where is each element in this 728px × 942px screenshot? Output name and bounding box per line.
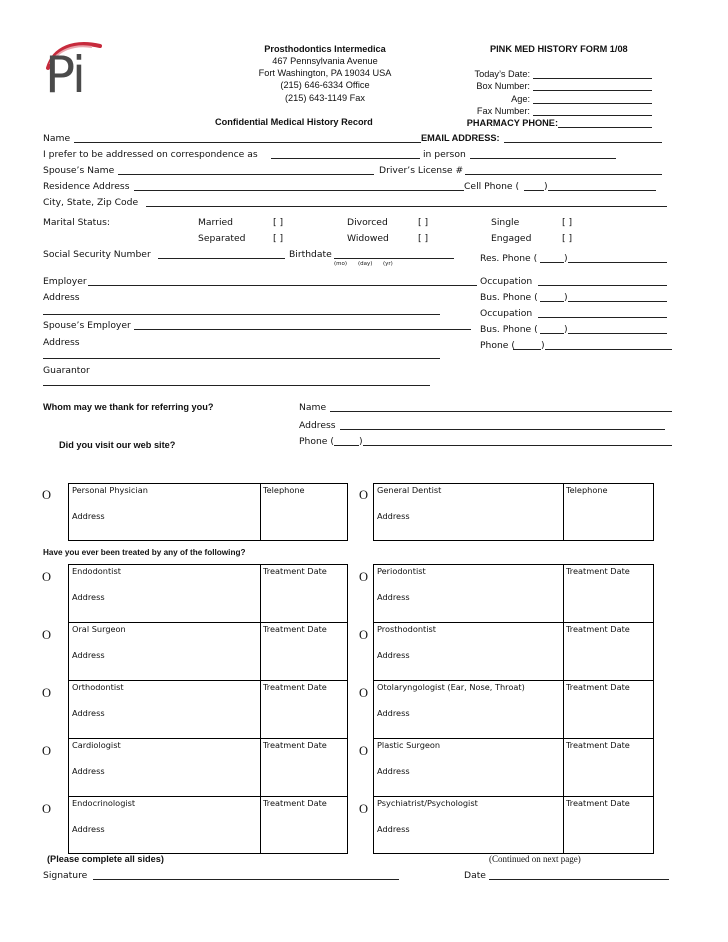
ref-phone-field[interactable]: [363, 445, 672, 446]
signature-field[interactable]: [93, 879, 399, 880]
practice-name: Prosthodontics Intermedica: [264, 44, 386, 54]
ref-address-field[interactable]: [340, 429, 665, 430]
specialist-bullet[interactable]: O: [359, 744, 369, 758]
ref-area-field[interactable]: [334, 445, 359, 446]
cell-area-field[interactable]: [524, 190, 544, 191]
continued-note: (Continued on next page): [489, 854, 581, 864]
treatment-date-label: Treatment Date: [263, 566, 327, 576]
divider: [260, 565, 261, 622]
occupation-2-field[interactable]: [538, 317, 667, 318]
specialist-address-label: Address: [377, 708, 410, 718]
res-phone-label: Res. Phone (: [480, 253, 538, 264]
mo-hint: (mo): [334, 261, 348, 267]
general-dentist-box[interactable]: [373, 483, 654, 541]
treatment-date-label: Treatment Date: [566, 624, 630, 634]
bus-area-field[interactable]: [540, 301, 564, 302]
website-label: Did you visit our web site?: [59, 440, 176, 450]
spouse-address-label: Address: [43, 337, 80, 348]
specialist-bullet[interactable]: O: [359, 802, 369, 816]
practice-fax: (215) 643-1149 Fax: [284, 93, 365, 103]
specialist-address-label: Address: [377, 766, 410, 776]
box-number-field[interactable]: [533, 90, 652, 91]
bus-phone-2-label: Bus. Phone (: [480, 324, 538, 335]
specialist-address-label: Address: [377, 592, 410, 602]
dentist-address-label: Address: [377, 511, 410, 521]
ref-name-label: Name: [299, 402, 327, 413]
specialist-label: Otolaryngologist (Ear, Nose, Throat): [377, 682, 525, 692]
bus-area-2-field[interactable]: [540, 333, 564, 334]
paren: ): [541, 340, 545, 351]
dentist-telephone-label: Telephone: [566, 485, 608, 495]
name-field[interactable]: [74, 142, 421, 143]
guarantor-field[interactable]: [43, 385, 430, 386]
divider: [563, 681, 564, 738]
specialist-bullet[interactable]: O: [42, 628, 52, 642]
widowed-label: Widowed: [347, 233, 389, 244]
practice-logo: [40, 38, 120, 108]
spouse-name-field[interactable]: [118, 174, 374, 175]
specialist-box-right[interactable]: [373, 622, 654, 681]
specialist-label: Endocrinologist: [72, 798, 136, 808]
divider: [260, 739, 261, 796]
occupation-2-label: Occupation: [480, 308, 533, 319]
email-label: EMAIL ADDRESS:: [421, 133, 500, 143]
specialist-bullet[interactable]: O: [42, 802, 52, 816]
single-label: Single: [491, 217, 520, 228]
bus-phone-2-field[interactable]: [568, 333, 667, 334]
res-phone-field[interactable]: [568, 262, 667, 263]
physician-telephone-label: Telephone: [263, 485, 305, 495]
specialist-box-left[interactable]: [68, 796, 348, 854]
practice-phone: (215) 646-6334 Office: [280, 80, 370, 90]
complete-all-sides: (Please complete all sides): [47, 854, 164, 864]
specialist-address-label: Address: [72, 650, 105, 660]
treatment-date-label: Treatment Date: [263, 740, 327, 750]
marital-label: Marital Status:: [43, 217, 110, 228]
employer-label: Employer: [43, 276, 87, 287]
date-label: Date: [464, 870, 486, 881]
city-label: City, State, Zip Code: [43, 197, 139, 208]
ssn-label: Social Security Number: [43, 249, 151, 260]
employer-address-label: Address: [43, 292, 80, 303]
specialist-box-right[interactable]: [373, 564, 654, 623]
cell-phone-field[interactable]: [548, 190, 656, 191]
dentist-bullet[interactable]: O: [359, 488, 369, 502]
treated-question: Have you ever been treated by any of the following?: [43, 548, 246, 557]
practice-address-2: Fort Washington, PA 19034 USA: [258, 68, 392, 78]
confidential-title: Confidential Medical History Record: [215, 117, 373, 127]
engaged-checkbox[interactable]: [ ]: [562, 233, 573, 244]
general-dentist-label: General Dentist: [377, 485, 442, 495]
treatment-date-label: Treatment Date: [566, 682, 630, 692]
employer-address-field[interactable]: [43, 314, 440, 315]
personal-physician-box[interactable]: [68, 483, 348, 541]
guarantor-label: Guarantor: [43, 365, 90, 376]
paren: ): [564, 324, 568, 335]
separated-checkbox[interactable]: [ ]: [273, 233, 284, 244]
pharmacy-phone-field[interactable]: [558, 127, 652, 128]
specialist-bullet[interactable]: O: [42, 686, 52, 700]
specialist-bullet[interactable]: O: [359, 686, 369, 700]
signature-label: Signature: [43, 870, 88, 881]
fax-number-field[interactable]: [533, 115, 652, 116]
drivers-license-field[interactable]: [465, 174, 662, 175]
ref-address-label: Address: [299, 420, 336, 431]
specialist-bullet[interactable]: O: [42, 570, 52, 584]
prefer-label: I prefer to be addressed on correspondence as: [43, 149, 258, 160]
divider: [563, 484, 564, 540]
phone-field[interactable]: [545, 349, 672, 350]
specialist-box-left[interactable]: [68, 622, 348, 681]
specialist-box-left[interactable]: [68, 738, 348, 797]
ssn-field[interactable]: [158, 258, 285, 259]
paren: ): [564, 253, 568, 264]
engaged-label: Engaged: [491, 233, 532, 244]
residence-field[interactable]: [134, 190, 464, 191]
date-field[interactable]: [489, 879, 669, 880]
referral-label: Whom may we thank for referring you?: [43, 402, 214, 412]
ref-name-field[interactable]: [330, 411, 672, 412]
practice-address-1: 467 Pennsylvania Avenue: [272, 56, 378, 66]
specialist-address-label: Address: [72, 766, 105, 776]
specialist-address-label: Address: [72, 708, 105, 718]
logo-text: Pi: [45, 46, 84, 104]
treatment-date-label: Treatment Date: [263, 682, 327, 692]
divider: [260, 623, 261, 680]
married-label: Married: [198, 217, 233, 228]
separated-label: Separated: [198, 233, 246, 244]
todays-date-label: Today’s Date:: [474, 69, 530, 79]
divider: [563, 797, 564, 854]
physician-bullet[interactable]: O: [42, 488, 52, 502]
in-person-field[interactable]: [470, 158, 616, 159]
treatment-date-label: Treatment Date: [566, 798, 630, 808]
personal-physician-label: Personal Physician: [72, 485, 148, 495]
treatment-date-label: Treatment Date: [263, 624, 327, 634]
todays-date-field[interactable]: [533, 78, 652, 79]
drivers-license-label: Driver’s License #: [379, 165, 464, 176]
specialist-label: Cardiologist: [72, 740, 121, 750]
specialist-box-right[interactable]: [373, 680, 654, 739]
name-label: Name: [43, 133, 71, 144]
res-area-field[interactable]: [540, 262, 564, 263]
birthdate-label: Birthdate: [289, 249, 332, 260]
specialist-label: Orthodontist: [72, 682, 124, 692]
occupation-label: Occupation: [480, 276, 533, 287]
prefer-field[interactable]: [271, 158, 420, 159]
bus-phone-field[interactable]: [568, 301, 667, 302]
form-title: PINK MED HISTORY FORM 1/08: [490, 44, 628, 54]
divorced-label: Divorced: [347, 217, 388, 228]
city-field[interactable]: [146, 206, 667, 207]
specialist-box-left[interactable]: [68, 680, 348, 739]
employer-field[interactable]: [88, 285, 477, 286]
paren: ): [359, 436, 363, 447]
divider: [260, 484, 261, 540]
widowed-checkbox[interactable]: [ ]: [418, 233, 429, 244]
paren: ): [564, 292, 568, 303]
specialist-label: Endodontist: [72, 566, 121, 576]
specialist-address-label: Address: [377, 650, 410, 660]
specialist-bullet[interactable]: O: [42, 744, 52, 758]
divider: [563, 565, 564, 622]
treatment-date-label: Treatment Date: [566, 740, 630, 750]
specialist-box-right[interactable]: [373, 738, 654, 797]
ref-phone-label: Phone (: [299, 436, 334, 447]
specialist-box-left[interactable]: [68, 564, 348, 623]
cell-phone-label: Cell Phone (: [464, 181, 520, 192]
specialist-label: Prosthodontist: [377, 624, 437, 634]
box-number-label: Box Number:: [476, 81, 530, 91]
specialist-address-label: Address: [72, 592, 105, 602]
divider: [260, 681, 261, 738]
single-checkbox[interactable]: [ ]: [562, 217, 573, 228]
yr-hint: (yr): [383, 261, 393, 267]
divorced-checkbox[interactable]: [ ]: [418, 217, 429, 228]
specialist-address-label: Address: [72, 824, 105, 834]
treatment-date-label: Treatment Date: [263, 798, 327, 808]
email-field[interactable]: [504, 142, 662, 143]
bus-phone-label: Bus. Phone (: [480, 292, 538, 303]
physician-address-label: Address: [72, 511, 105, 521]
fax-number-label: Fax Number:: [476, 106, 530, 116]
paren: ): [544, 181, 548, 192]
spouse-name-label: Spouse’s Name: [43, 165, 115, 176]
spouse-address-field[interactable]: [43, 358, 440, 359]
age-label: Age:: [511, 94, 530, 104]
specialist-box-right[interactable]: [373, 796, 654, 854]
pharmacy-phone-label: PHARMACY PHONE:: [466, 118, 558, 128]
phone-area-field[interactable]: [513, 349, 541, 350]
spouse-employer-field[interactable]: [134, 329, 471, 330]
birthdate-field[interactable]: [334, 258, 454, 259]
specialist-label: Plastic Surgeon: [377, 740, 441, 750]
occupation-field[interactable]: [538, 285, 667, 286]
day-hint: (day): [358, 261, 373, 267]
phone-label: Phone (: [480, 340, 515, 351]
specialist-label: Periodontist: [377, 566, 426, 576]
divider: [563, 623, 564, 680]
specialist-label: Psychiatrist/Psychologist: [377, 798, 478, 808]
treatment-date-label: Treatment Date: [566, 566, 630, 576]
in-person-label: in person: [423, 149, 466, 160]
divider: [563, 739, 564, 796]
divider: [260, 797, 261, 854]
specialist-bullet[interactable]: O: [359, 628, 369, 642]
specialist-address-label: Address: [377, 824, 410, 834]
specialist-label: Oral Surgeon: [72, 624, 126, 634]
specialist-bullet[interactable]: O: [359, 570, 369, 584]
spouse-employer-label: Spouse’s Employer: [43, 320, 131, 331]
age-field[interactable]: [533, 103, 652, 104]
married-checkbox[interactable]: [ ]: [273, 217, 284, 228]
residence-label: Residence Address: [43, 181, 130, 192]
